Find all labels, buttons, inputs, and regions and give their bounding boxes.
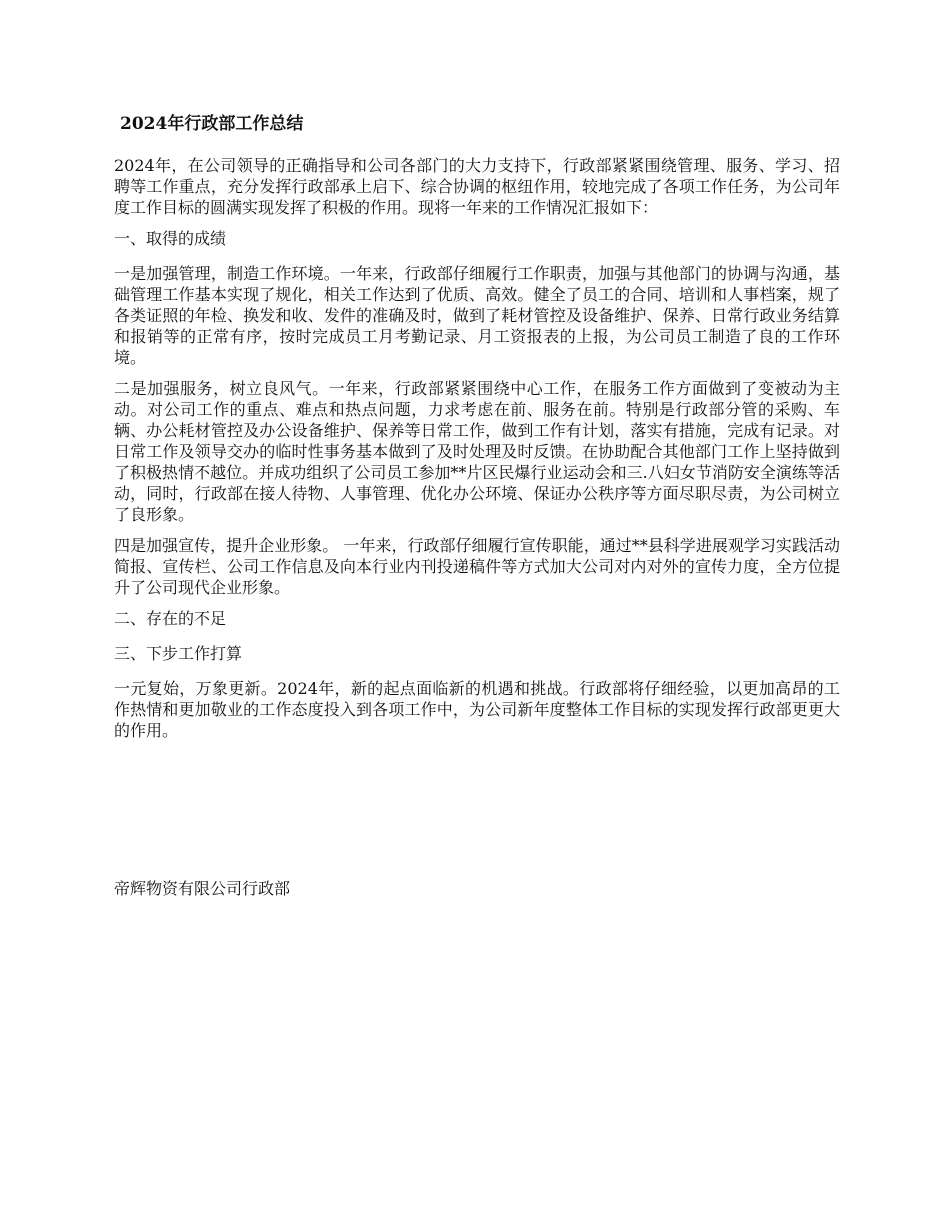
next-steps-paragraph: 一元复始，万象更新。2024年，新的起点面临新的机遇和挑战。行政部将仔细经验，以更加高昂的工作热情和更加敬业的工作态度投入到各项工作中，为公司新年度整体工作目标的实现发挥行政部更更大的作用。 (114, 679, 840, 740)
section-heading-next-steps: 三、下步工作打算 (114, 644, 243, 663)
section-heading-shortcomings: 二、存在的不足 (114, 609, 227, 628)
document-title (120, 112, 303, 136)
signature-department: 帝辉物资有限公司行政部 (114, 879, 291, 898)
document-title-text: 年行政部工作总结 (167, 114, 304, 134)
intro-paragraph: 2024年，在公司领导的正确指导和公司各部门的大力支持下，行政部紧紧围绕管理、服务、学习、招聘等工作重点，充分发挥行政部承上启下、综合协调的枢纽作用，较地完成了各项工作任务，为公司年度工作目标的圆满实现发挥了积极的作用。现将一年来的工作情况汇报如下： (114, 156, 840, 217)
document-title-year: 2024 (120, 114, 168, 134)
document-body (114, 155, 840, 751)
section-heading-achievements: 一、取得的成绩 (114, 229, 227, 248)
achievement-paragraph-publicity: 四是加强宣传，提升企业形象。 一年来，行政部仔细履行宣传职能，通过**县科学进展观学习实践活动简报、宣传栏、公司工作信息及向本行业内刊投递稿件等方式加大公司对内对外的宣传力度，全方位提升了公司现代企业形象。 (114, 536, 840, 597)
achievement-paragraph-service: 二是加强服务，树立良风气。一年来，行政部紧紧围绕中心工作，在服务工作方面做到了变被动为主动。对公司工作的重点、难点和热点问题，力求考虑在前、服务在前。特别是行政部分管的采购、车辆、办公耗材管控及办公设备维护、保养等日常工作，做到工作有计划，落实有措施，完成有记录。对日常工作及领导交办的临时性事务基本做到了及时处理及时反馈。在协助配合其他部门工作上坚持做到了积极热情不越位。并成功组织了公司员工参加**片区民爆行业运动会和三.八妇女节消防安全演练等活动，同时，行政部在接人待物、人事管理、优化办公环境、保证办公秩序等方面尽职尽责，为公司树立了良形象。 (114, 379, 840, 524)
achievement-paragraph-management: 一是加强管理，制造工作环境。一年来，行政部仔细履行工作职责，加强与其他部门的协调与沟通，基础管理工作基本实现了规化，相关工作达到了优质、高效。健全了员工的合同、培训和人事档案，规了各类证照的年检、换发和收、发件的准确及时，做到了耗材管控及设备维护、保养、日常行政业务结算和报销等的正常有序，按时完成员工月考勤记录、月工资报表的上报，为公司员工制造了良的工作环境。 (114, 264, 840, 367)
